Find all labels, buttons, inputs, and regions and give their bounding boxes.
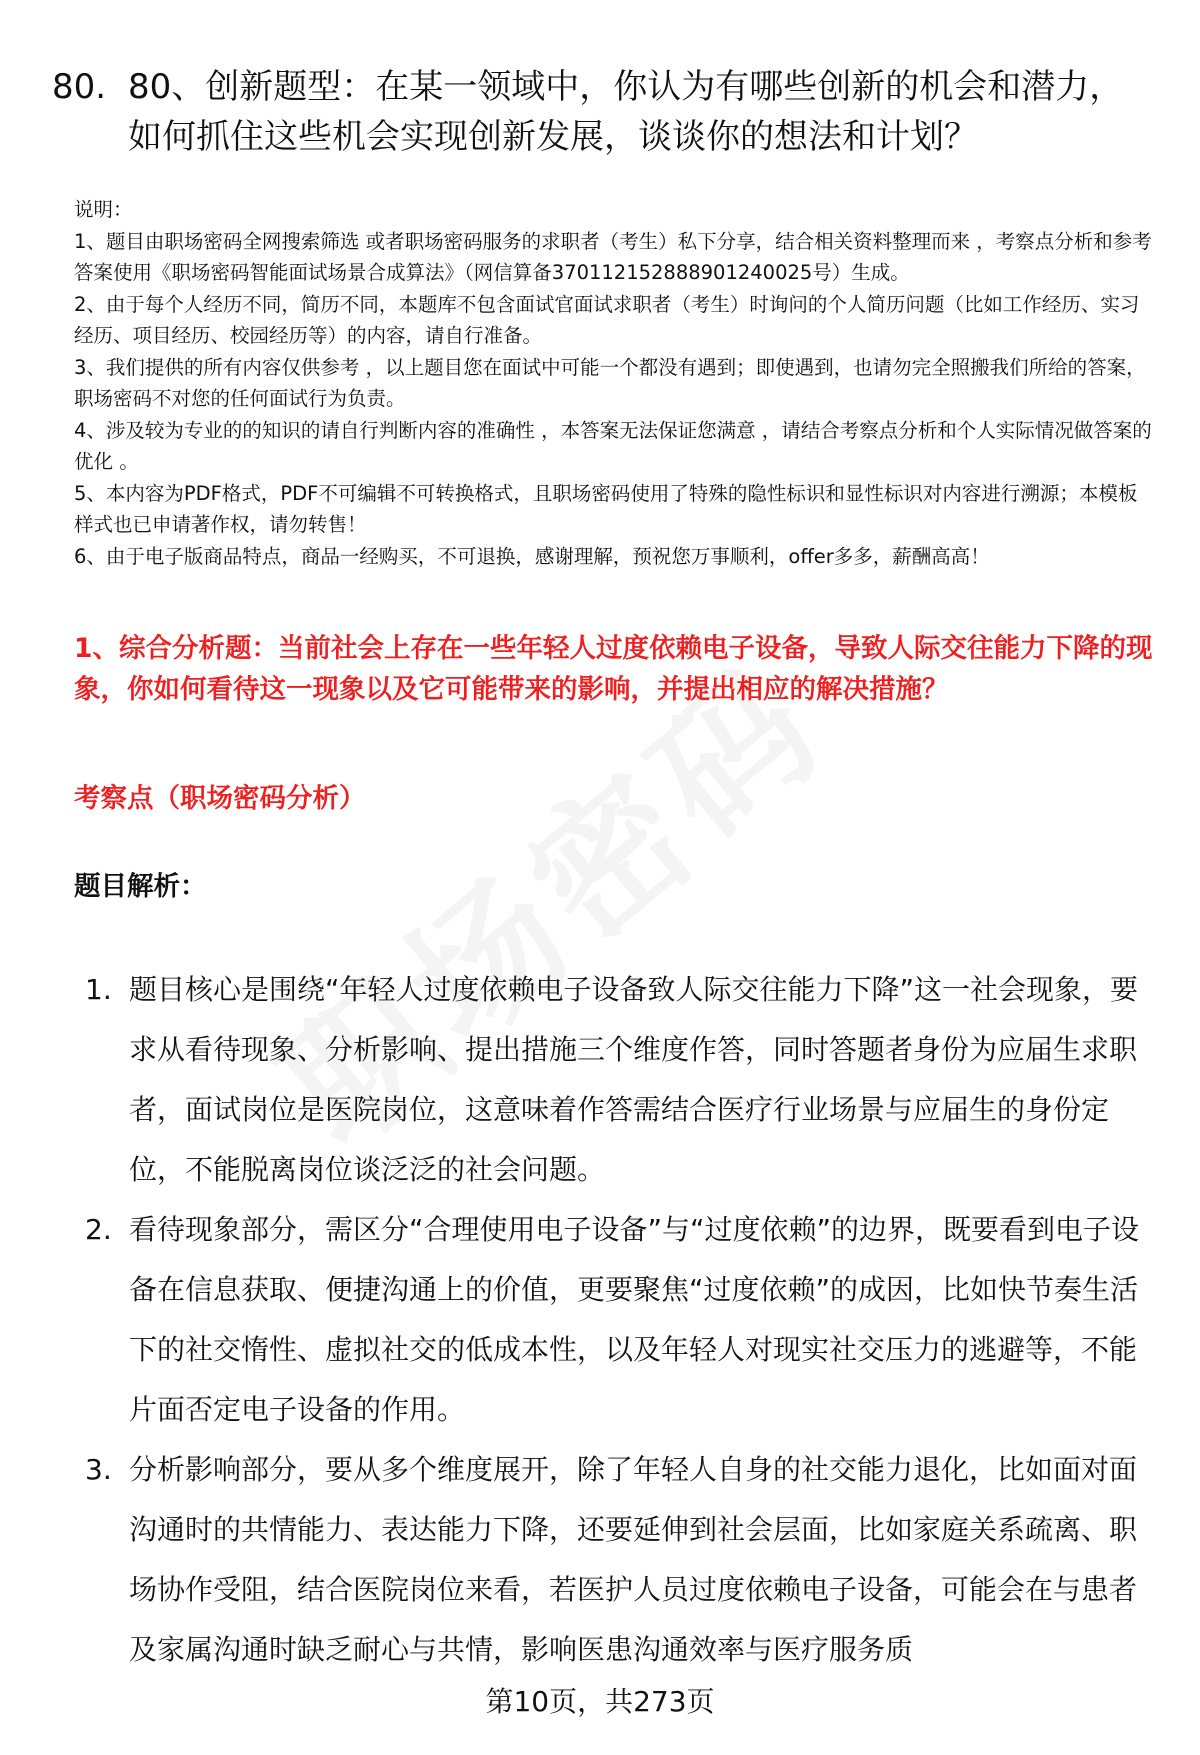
note-item: 1、题目由职场密码全网搜索筛选 或者职场密码服务的求职者（考生）私下分享，结合相关资料整理而来 ，考察点分析和参考答案使用《职场密码智能面试场景合成算法》（网信算备370112152888901240025号）生成。 [74, 229, 1152, 284]
note-item: 6、由于电子版商品特点，商品一经购买，不可退换，感谢理解，预祝您万事顺利，offer多多，薪酬高高！ [74, 544, 990, 568]
question-title: 80、创新题型：在某一领域中，你认为有哪些创新的机会和潜力，如何抓住这些机会实现创新发展，谈谈你的想法和计划？ [128, 67, 1124, 157]
analysis-list [74, 960, 1154, 1680]
analysis-item-text: 看待现象部分，需区分“合理使用电子设备”与“过度依赖”的边界，既要看到电子设备在信息获取、便捷沟通上的价值，更要聚焦“过度依赖”的成因，比如快节奏生活下的社交惰性、虚拟社交的低成本性，以及年轻人对现实社交压力的逃避等，不能片面否定电子设备的作用。 [129, 1213, 1140, 1426]
note-item: 4、涉及较为专业的的知识的请自行判断内容的准确性 ，本答案无法保证您满意 ，请结合考察点分析和个人实际情况做答案的优化 。 [74, 418, 1152, 473]
checkpoint-heading: 考察点（职场密码分析） [74, 783, 366, 814]
analysis-item [74, 1440, 1154, 1680]
page-footer: 第10页，共273页 [485, 1685, 715, 1718]
question-header [52, 62, 1132, 162]
note-item: 3、我们提供的所有内容仅供参考 ，以上题目您在面试中可能一个都没有遇到；即使遇到，也请勿完全照搬我们所给的答案，职场密码不对您的任何面试行为负责。 [74, 355, 1146, 410]
interview-question: 1、综合分析题：当前社会上存在一些年轻人过度依赖电子设备，导致人际交往能力下降的现象，你如何看待这一现象以及它可能带来的影响，并提出相应的解决措施？ [74, 633, 1153, 705]
analysis-item-text: 题目核心是围绕“年轻人过度依赖电子设备致人际交往能力下降”这一社会现象，要求从看待现象、分析影响、提出措施三个维度作答，同时答题者身份为应届生求职者，面试岗位是医院岗位，这意味着作答需结合医疗行业场景与应届生的身份定位，不能脱离岗位谈泛泛的社会问题。 [129, 973, 1139, 1186]
analysis-item-index: 1. [85, 973, 112, 1006]
note-item: 5、本内容为PDF格式，PDF不可编辑不可转换格式，且职场密码使用了特殊的隐性标识和显性标识对内容进行溯源；本模板样式也已申请著作权，请勿转售！ [74, 481, 1138, 536]
notes-section [74, 194, 1154, 572]
analysis-item-index: 3. [85, 1453, 112, 1486]
analysis-item [74, 1200, 1154, 1440]
analysis-heading: 题目解析： [74, 871, 207, 902]
note-item: 2、由于每个人经历不同，简历不同，本题库不包含面试官面试求职者（考生）时询问的个人简历问题（比如工作经历、实习经历、项目经历、校园经历等）的内容，请自行准备。 [74, 292, 1140, 347]
analysis-item [74, 960, 1154, 1200]
analysis-item-index: 2. [85, 1213, 112, 1246]
notes-heading: 说明： [74, 198, 133, 221]
question-number: 80. [52, 67, 107, 107]
analysis-item-text: 分析影响部分，要从多个维度展开，除了年轻人自身的社交能力退化，比如面对面沟通时的共情能力、表达能力下降，还要延伸到社会层面，比如家庭关系疏离、职场协作受阻，结合医院岗位来看，若医护人员过度依赖电子设备，可能会在与患者及家属沟通时缺乏耐心与共情，影响医患沟通效率与医疗服务质 [129, 1453, 1138, 1666]
